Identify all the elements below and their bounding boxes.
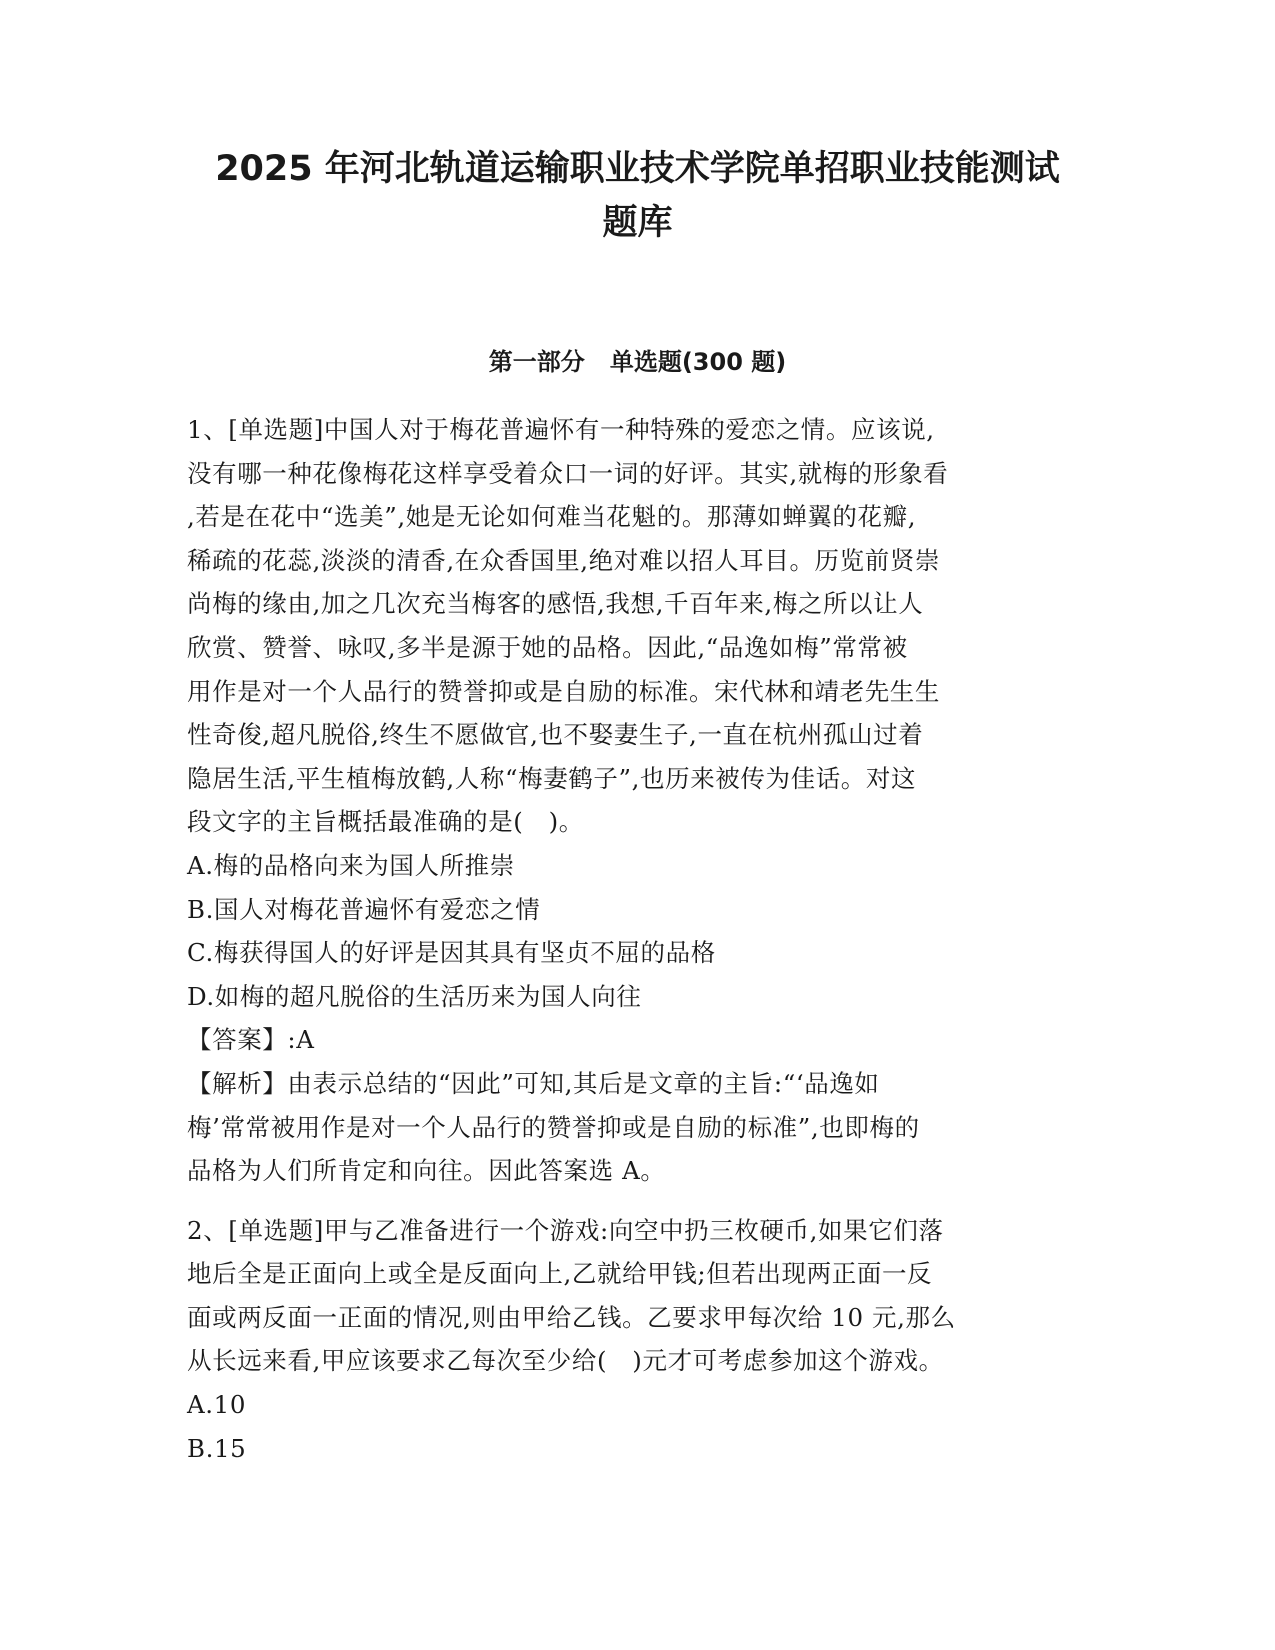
option-d: D.如梅的超凡脱俗的生活历来为国人向往 (187, 981, 642, 1011)
stem-line: 欣赏、赞誉、咏叹,多半是源于她的品格。因此,“品逸如梅”常常被 (187, 632, 908, 662)
question-stem (187, 1209, 1082, 1383)
title-line-1: 2025 年河北轨道运输职业技术学院单招职业技能测试 (215, 149, 1060, 189)
section-heading: 第一部分 单选题(300 题) (488, 348, 787, 376)
stem-line: 没有哪一种花像梅花这样享受着众口一词的好评。其实,就梅的形象看 (187, 458, 949, 488)
option-c: C.梅获得国人的好评是因其具有坚贞不屈的品格 (187, 938, 716, 968)
stem-line: 性奇俊,超凡脱俗,终生不愿做官,也不娶妻生子,一直在杭州孤山过着 (187, 720, 924, 750)
stem-line: ,若是在花中“选美”,她是无论如何难当花魁的。那薄如蝉翼的花瓣, (187, 502, 917, 532)
option-a: A.10 (187, 1390, 247, 1420)
stem-line: 2、[单选题]甲与乙准备进行一个游戏:向空中扔三枚硬币,如果它们落 (187, 1215, 944, 1245)
stem-line: 从长远来看,甲应该要求乙每次至少给( )元才可考虑参加这个游戏。 (187, 1346, 944, 1376)
stem-line: 面或两反面一正面的情况,则由甲给乙钱。乙要求甲每次给 10 元,那么 (187, 1302, 956, 1332)
stem-line: 用作是对一个人品行的赞誉抑或是自励的标准。宋代林和靖老先生生 (187, 676, 940, 706)
option-b: B.15 (187, 1433, 247, 1463)
document-title (150, 142, 1125, 250)
analysis-line: 品格为人们所肯定和向往。因此答案选 A。 (187, 1156, 666, 1186)
question-stem (187, 408, 1082, 844)
question-options (187, 844, 1082, 1018)
stem-line: 尚梅的缘由,加之几次充当梅客的感悟,我想,千百年来,梅之所以让人 (187, 589, 924, 619)
stem-line: 段文字的主旨概括最准确的是( )。 (187, 807, 584, 837)
option-b: B.国人对梅花普遍怀有爱恋之情 (187, 894, 541, 924)
question-list (187, 408, 1082, 1470)
stem-line: 隐居生活,平生植梅放鹤,人称“梅妻鹤子”,也历来被传为佳话。对这 (187, 763, 917, 793)
question-spacer (187, 1193, 1082, 1209)
analysis-line: 【解析】由表示总结的“因此”可知,其后是文章的主旨:“‘品逸如 (187, 1068, 880, 1098)
question-2 (187, 1209, 1082, 1471)
analysis-line: 梅’常常被用作是对一个人品行的赞誉抑或是自励的标准”,也即梅的 (187, 1112, 920, 1142)
title-line-2: 题库 (602, 203, 673, 243)
analysis (187, 1062, 1082, 1193)
option-a: A.梅的品格向来为国人所推崇 (187, 850, 515, 880)
question-1 (187, 408, 1082, 1193)
stem-line: 1、[单选题]中国人对于梅花普遍怀有一种特殊的爱恋之情。应该说, (187, 415, 935, 444)
answer: 【答案】:A (187, 1025, 315, 1055)
stem-line: 稀疏的花蕊,淡淡的清香,在众香国里,绝对难以招人耳目。历览前贤崇 (187, 545, 941, 575)
stem-line: 地后全是正面向上或全是反面向上,乙就给甲钱;但若出现两正面一反 (187, 1259, 933, 1289)
question-options (187, 1383, 1082, 1470)
